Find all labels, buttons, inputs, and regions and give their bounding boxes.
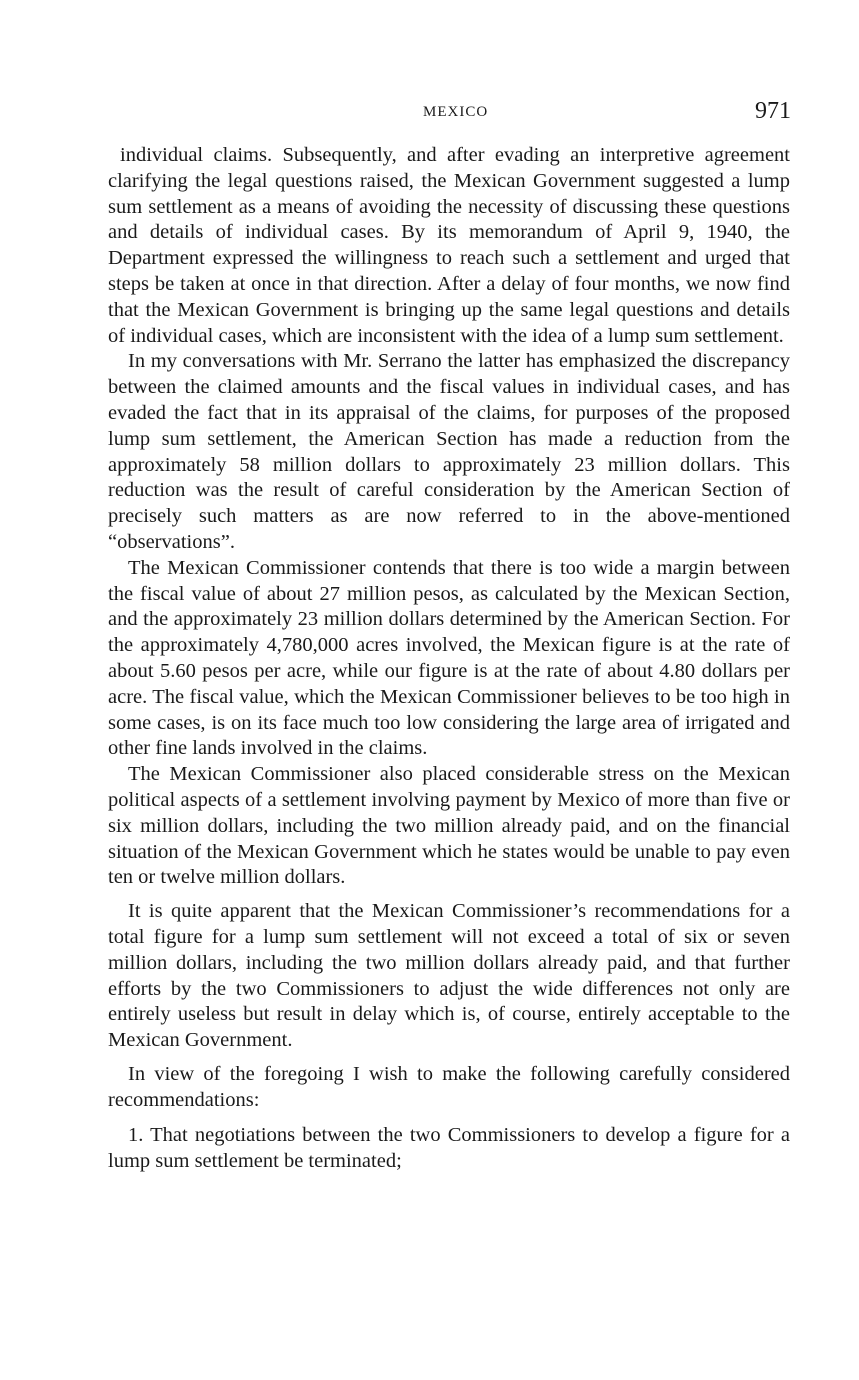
paragraph-political-aspects: The Mexican Commissioner also placed considerable stress on the Mexican political aspects of a settlement involving payment by Mexico of more than five or six million dollars, including the two million already paid, and on the financial situation of the Mexican Government which he states would be unable to pay even ten or twelve million dollars. [108, 763, 790, 889]
paragraph-commissioner-recommendations: It is quite apparent that the Mexican Commissioner’s recommendations for a total figure for a lump sum settlement will not exceed a total of six or seven million dollars, including the two million dollars already paid, and that further efforts by the two Commissioners to adjust the wide differences not only are entirely useless but result in delay which is, of course, entirely acceptable to the Mexican Government. [108, 900, 790, 1052]
paragraph-serrano-conversations: In my conversations with Mr. Serrano the latter has emphasized the discrepancy between the claimed amounts and the fiscal values in individual cases, and has evaded the fact that in its appraisal of the claims, for purposes of the proposed lump sum settlement, the American Section has made a reduction from the approximately 58 million dollars to approximately 23 million dollars. This reduction was the result of careful consideration by the American Section of precisely such matters as are now referred to in the above-mentioned “observations”. [108, 350, 790, 553]
recommendation-item-1: 1. That negotiations between the two Commissioners to develop a figure for a lump sum settlement be terminated; [108, 1124, 790, 1173]
paragraph-continuation: individual claims. Subsequently, and after evading an interpretive agreement clarifying the legal questions raised, the Mexican Government suggested a lump sum settlement as a means of avoiding the necessity of discussing these questions and details of individual cases. By its memorandum of April 9, 1940, the Department expressed the willingness to reach such a settlement and urged that steps be taken at once in that direction. After a delay of four months, we now find that the Mexican Government is bringing up the same legal questions and details of individual cases, which are inconsistent with the idea of a lump sum settlement. [108, 144, 790, 347]
running-header [0, 98, 859, 128]
running-title: MEXICO [423, 104, 489, 120]
page-number: 971 [755, 98, 791, 124]
paragraph-fiscal-value-margin: The Mexican Commissioner contends that there is too wide a margin between the fiscal value of about 27 million pesos, as calculated by the Mexican Section, and the approximately 23 million dollars determined by the American Section. For the approximately 4,780,000 acres involved, the Mexican figure is at the rate of about 5.60 pesos per acre, while our figure is at the rate of about 4.80 dollars per acre. The fiscal value, which the Mexican Commissioner believes to be too high in some cases, is on its face much too low considering the large area of irrigated and other fine lands involved in the claims. [108, 556, 790, 760]
paragraph-recommendations-intro: In view of the foregoing I wish to make the following carefully considered recommendations: [108, 1062, 790, 1111]
body-text [108, 143, 790, 1175]
